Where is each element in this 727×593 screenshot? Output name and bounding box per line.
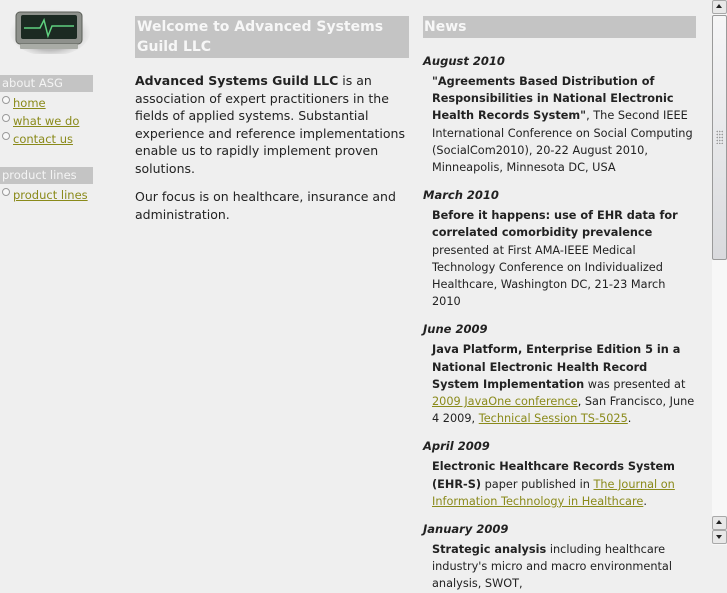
news-date: March 2010 — [423, 188, 499, 203]
technical-session-link[interactable]: Technical Session TS-5025 — [478, 412, 628, 426]
news-title: News — [423, 16, 696, 38]
sidebar-item-what-we-do[interactable] — [0, 112, 93, 130]
page-title: Welcome to Advanced Systems Guild LLC — [135, 16, 409, 58]
what-we-do-link[interactable]: what we do — [13, 114, 80, 128]
news-date: June 2009 — [423, 322, 488, 337]
sidebar-section-product-lines: product lines — [0, 167, 93, 184]
scroll-down-arrow-icon[interactable] — [712, 530, 727, 544]
circle-bullet-icon — [2, 132, 10, 140]
scrollbar-thumb[interactable] — [712, 15, 727, 260]
sidebar-section-about: about ASG — [0, 75, 93, 92]
focus-paragraph: Our focus is on healthcare, insurance and administration. — [135, 189, 396, 222]
logo[interactable] — [10, 6, 90, 54]
news-date: January 2009 — [423, 522, 509, 537]
news-date: August 2010 — [423, 54, 505, 68]
vertical-scrollbar[interactable] — [712, 0, 727, 545]
sidebar-item-contact-us[interactable] — [0, 130, 93, 148]
circle-bullet-icon — [2, 114, 10, 122]
news-item: August 2010 "Agreements Based Distribution of Responsibilities in National Electronic Health Records System", The Second IEEE International Conference on Social Computing (SocialCom2010), 20-22 August 2010, Minneapolis, Minnesota DC, USA — [423, 54, 696, 176]
heart-monitor-icon — [10, 6, 90, 54]
javaone-link[interactable]: 2009 JavaOne conference — [432, 395, 578, 409]
journal-link[interactable]: The Journal on Information Technology in Healthcare — [432, 477, 675, 508]
sidebar-item-home[interactable] — [0, 94, 93, 112]
company-name: Advanced Systems Guild LLC — [135, 73, 339, 88]
news-column — [423, 16, 696, 593]
intro-paragraph: Advanced Systems Guild LLC is an association of expert practitioners in the fields of applied systems. Substantial experience and reference implementations enable us to rapidly implement proven solutions. — [135, 73, 405, 176]
circle-bullet-icon — [2, 188, 10, 196]
main-content — [135, 16, 409, 223]
scroll-up-arrow-icon[interactable] — [712, 516, 727, 530]
grip-icon — [716, 130, 723, 144]
news-item: March 2010 Before it happens: use of EHR data for correlated comorbidity prevalence presented at First AMA-IEEE Medical Technology Conference on Individualized Healthcare, Washington DC, 21-23 March 2010 — [423, 188, 696, 310]
product-lines-link[interactable]: product lines — [13, 188, 88, 202]
scroll-up-arrow-icon[interactable] — [712, 0, 727, 14]
sidebar-item-product-lines[interactable] — [0, 186, 93, 204]
home-link[interactable]: home — [13, 96, 46, 110]
news-date: April 2009 — [423, 439, 490, 454]
news-item: June 2009 Java Platform, Enterprise Edition 5 in a National Electronic Health Record System Implementation was presented at 2009 JavaOne conference, San Francisco, June 4 2009, Technical Session TS-5025. — [423, 322, 695, 426]
news-item: April 2009 Electronic Healthcare Records System (EHR-S) paper published in The Journal on Information Technology in Healthcare. — [423, 439, 696, 510]
sidebar — [0, 75, 93, 204]
news-item: January 2009 Strategic analysis including healthcare industry's micro and macro environmental analysis, SWOT, — [423, 522, 696, 593]
circle-bullet-icon — [2, 96, 10, 104]
contact-us-link[interactable]: contact us — [13, 132, 73, 146]
